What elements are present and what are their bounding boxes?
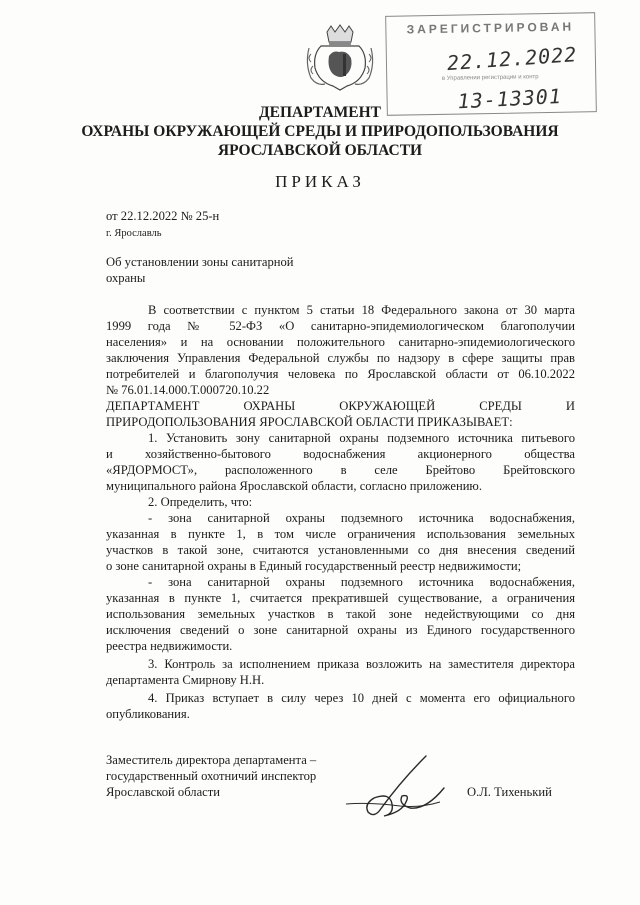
orders-intro-line: ДЕПАРТАМЕНТ ОХРАНЫ ОКРУЖАЮЩЕЙ СРЕДЫ И [106,399,575,413]
item1-line: и хозяйственно-бытового водоснабжения акционерного общества [106,447,575,461]
header-line-2: ОХРАНЫ ОКРУЖАЮЩЕЙ СРЕДЫ И ПРИРОДОПОЛЬЗОВАНИЯ [81,123,559,140]
signatory-position: Ярославской области [106,785,220,799]
item3-line: 3. Контроль за исполнением приказа возложить на заместителя директора [148,657,575,671]
date-number: от 22.12.2022 № 25-н [106,209,220,223]
city: г. Ярославль [106,228,162,239]
item1-line: «ЯРДОРМОСТ», расположенного в селе Брейтово Брейтовского [106,463,575,477]
coat-of-arms-icon [303,24,377,94]
handwritten-signature [340,752,452,822]
item2a-line: - зона санитарной охраны подземного источника водоснабжения, [148,511,575,525]
header-line-1: ДЕПАРТАМЕНТ [258,104,382,121]
stamp-date: 22.12.2022 [446,42,579,76]
preamble-line: заключения Управления Федеральной службы по надзору в сфере защиты прав [106,351,575,365]
item2b-line: исключения сведений о зоне санитарной охраны из Единого государственного [106,623,575,637]
item2b-line: указанная в пункте 1, считается прекратившей существование, а ограничения [106,591,575,605]
preamble-line: 1999 года № 52-ФЗ «О санитарно-эпидемиологическом благополучии [106,319,575,333]
item3-line: департамента Смирнову Н.Н. [106,673,265,687]
item2-title: 2. Определить, что: [148,495,253,509]
stamp-caption: в Управлении регистрации и контр [441,74,539,82]
preamble-line: потребителей и благополучия человека по Ярославской области от 06.10.2022 [106,367,575,381]
document-type: ПРИКАЗ [275,172,365,191]
orders-intro-line: ПРИРОДОПОЛЬЗОВАНИЯ ЯРОСЛАВСКОЙ ОБЛАСТИ ПРИКАЗЫВАЕТ: [106,415,513,429]
item4-line: опубликования. [106,707,190,721]
item2b-line: - зона санитарной охраны подземного источника водоснабжения, [148,575,575,589]
item2b-line: использования земельных участков в такой зоне недействующими со дня [106,607,575,621]
item2a-line: участков в такой зоне, считаются установленными со дня внесения сведений [106,543,575,557]
item2a-line: указанная в пункте 1, в том числе ограничения использования земельных [106,527,575,541]
preamble-line: № 76.01.14.000.Т.000720.10.22 [106,383,270,397]
item2a-line: о зоне санитарной охраны в Единый государственный реестр недвижимости; [106,559,522,573]
item2b-line: реестра недвижимости. [106,639,233,653]
subject-line-2: охраны [106,271,146,285]
item1-line: 1. Установить зону санитарной охраны подземного источника питьевого [148,431,575,445]
signatory-position: Заместитель директора департамента – [106,753,317,767]
stamp-number: 13-13301 [457,83,563,114]
item1-line: муниципального района Ярославской области, согласно приложению. [106,479,482,493]
signatory-position: государственный охотничий инспектор [106,769,317,783]
subject-line-1: Об установлении зоны санитарной [106,255,294,269]
preamble-line: В соответствии с пунктом 5 статьи 18 Федерального закона от 30 марта [148,303,575,317]
item4-line: 4. Приказ вступает в силу через 10 дней с момента его официального [148,691,575,705]
preamble-line: населения» и на основании положительного санитарно-эпидемиологического [106,335,575,349]
header-line-3: ЯРОСЛАВСКОЙ ОБЛАСТИ [217,142,423,159]
registration-stamp [385,12,597,116]
signatory-name: О.Л. Тихенький [467,785,552,799]
stamp-title: ЗАРЕГИСТРИРОВАН [406,19,575,37]
